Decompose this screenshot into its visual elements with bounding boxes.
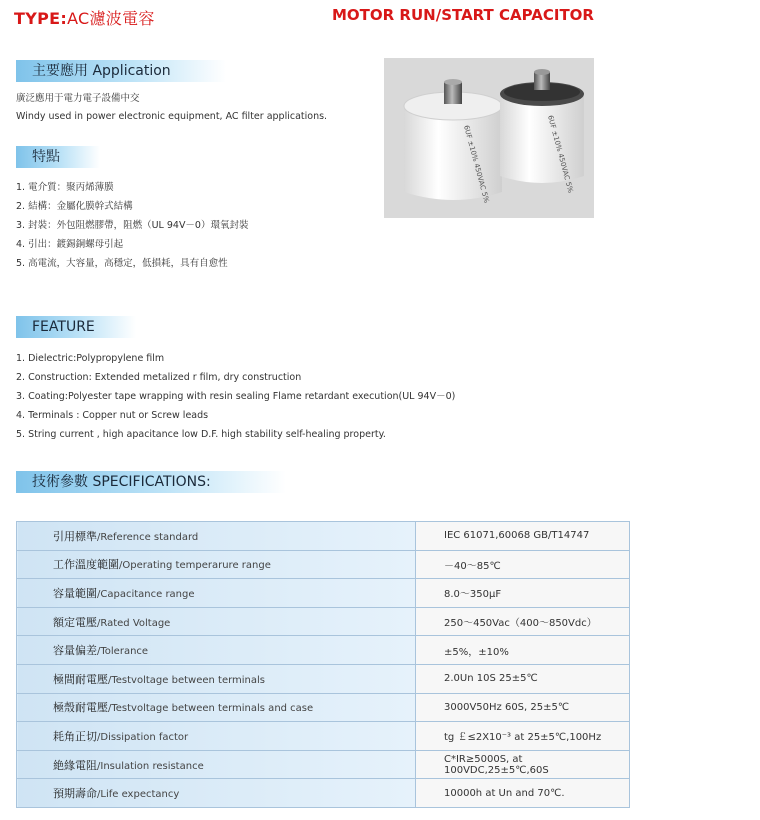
table-row (17, 607, 630, 636)
list-item: 1. Dielectric:Polypropylene film (16, 353, 165, 364)
table-row (17, 522, 630, 551)
table-row (17, 779, 630, 808)
spec-label-zh: 引用標準 (53, 529, 97, 543)
page-title: MOTOR RUN/START CAPACITOR (332, 6, 594, 24)
spec-label-en: /Rated Voltage (97, 617, 171, 629)
spec-label (17, 607, 416, 636)
capacitor-left-label: 6UF ±10% 450VAC 5% (462, 124, 491, 204)
table-row (17, 636, 630, 665)
features-en-heading: FEATURE (16, 316, 136, 338)
spec-value: C*IR≥5000S, at 100VDC,25±5℃,60S (416, 750, 630, 779)
spec-label-zh: 容量範圍 (53, 586, 97, 600)
list-item: 1. 電介質：聚丙烯薄膜 (16, 182, 114, 193)
list-item: 4. Terminals : Copper nut or Screw leads (16, 410, 209, 421)
table-row (17, 750, 630, 779)
spec-value: 10000h at Un and 70℃. (416, 779, 630, 808)
list-item: 5. String current , high apacitance low D.F. high stability self-healing property. (16, 429, 386, 440)
spec-label-zh: 極殼耐電壓 (53, 701, 108, 715)
spec-value: ±5%，±10% (416, 636, 630, 665)
spec-label (17, 550, 416, 579)
spec-value: tg ￡≤2X10⁻³ at 25±5℃,100Hz (416, 722, 630, 751)
spec-label-en: /Dissipation factor (97, 731, 189, 743)
table-row (17, 664, 630, 693)
features-en-list (16, 349, 455, 444)
spec-label (17, 636, 416, 665)
features-zh-list (16, 178, 248, 273)
table-row (17, 579, 630, 608)
capacitor-right-label: 6UF ±10% 450VAC 5% (546, 114, 575, 194)
spec-value: 2.0Un 10S 25±5℃ (416, 664, 630, 693)
type-name: AC濾波電容 (67, 9, 155, 28)
spec-label-zh: 工作溫度範圍 (53, 558, 119, 572)
list-item: 2. 結構：金屬化膜幹式結構 (16, 201, 133, 212)
list-item: 3. Coating:Polyester tape wrapping with resin sealing Flame retardant execution(UL 94V－0) (16, 391, 456, 402)
spec-label (17, 750, 416, 779)
spec-label-zh: 額定電壓 (53, 615, 97, 629)
spec-label-zh: 容量偏差 (53, 644, 97, 658)
spec-label-zh: 絶緣電阻 (53, 758, 97, 772)
table-row (17, 722, 630, 751)
type-prefix: TYPE: (14, 9, 68, 28)
application-heading: 主要應用 Application (16, 60, 226, 82)
spec-label-en: /Operating temperarure range (119, 560, 271, 572)
spec-label-en: /Testvoltage between terminals (108, 674, 266, 686)
table-row (17, 550, 630, 579)
spec-label (17, 722, 416, 751)
spec-label (17, 664, 416, 693)
application-text-zh: 廣泛應用于電力電子設備中交 (16, 93, 140, 104)
spec-label-zh: 預期壽命 (53, 787, 97, 801)
spec-label (17, 779, 416, 808)
table-row (17, 693, 630, 722)
spec-value: 3000V50Hz 60S, 25±5℃ (416, 693, 630, 722)
spec-label-zh: 極間耐電壓 (53, 672, 108, 686)
spec-label-en: /Tolerance (97, 646, 149, 658)
spec-label-en: /Testvoltage between terminals and case (108, 703, 314, 715)
spec-value: －40～85℃ (416, 550, 630, 579)
spec-label-zh: 耗角正切 (53, 729, 97, 743)
specs-table (16, 521, 630, 808)
spec-value: 8.0～350μF (416, 579, 630, 608)
specs-heading: 技術參數 SPECIFICATIONS: (16, 471, 286, 493)
list-item: 4. 引出：鍍錫銅螺母引起 (16, 239, 124, 250)
spec-label-en: /Insulation resistance (97, 760, 204, 772)
type-title (14, 6, 155, 29)
list-item: 2. Construction: Extended metalized r film, dry construction (16, 372, 302, 383)
list-item: 3. 封裝：外包阻燃膠帶，阻燃（UL 94V－0）環氧封裝 (16, 220, 249, 231)
spec-label (17, 522, 416, 551)
spec-label (17, 579, 416, 608)
spec-value: IEC 61071,60068 GB/T14747 (416, 522, 630, 551)
spec-value: 250～450Vac（400～850Vdc） (416, 607, 630, 636)
features-zh-heading: 特點 (16, 146, 100, 168)
spec-label-en: /Reference standard (97, 531, 199, 543)
application-text-en: Windy used in power electronic equipment, AC filter applications. (16, 111, 328, 122)
spec-label-en: /Capacitance range (97, 588, 195, 600)
spec-label (17, 693, 416, 722)
spec-label-en: /Life expectancy (97, 789, 180, 801)
capacitor-image (384, 58, 594, 218)
list-item: 5. 高電流，大容量，高穩定，低損耗，具有自愈性 (16, 258, 228, 269)
product-photo (384, 58, 594, 218)
